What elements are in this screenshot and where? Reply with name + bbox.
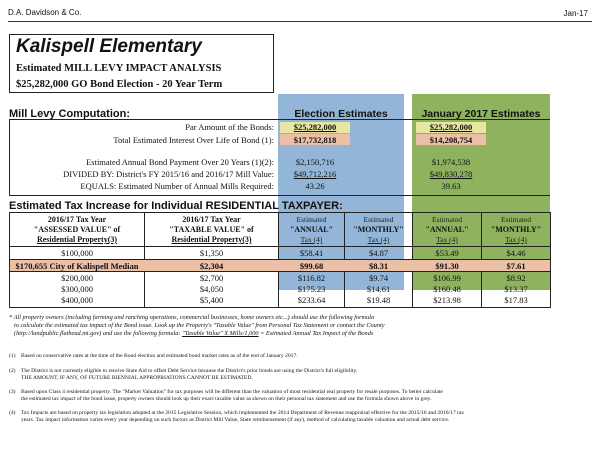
- table-cell: $53.49: [435, 248, 459, 258]
- header-line: Tax (4): [367, 235, 390, 244]
- interest-election: $17,732,818: [293, 135, 337, 145]
- tax-increase-heading: Estimated Tax Increase for Individual RESIDENTIAL TAXPAYER:: [9, 200, 343, 212]
- table-cell: $213.98: [433, 295, 461, 305]
- footnote-text: THE AMOUNT, IF ANY, OF FUTURE BIENNIAL APPROPRIATIONS CANNOT BE ESTIMATED.: [21, 375, 253, 381]
- header-line: 2016/17 Tax Year: [182, 215, 241, 224]
- header-line: "TAXABLE VALUE" of: [169, 225, 254, 234]
- table-cell: $2,700: [199, 273, 224, 283]
- mill-value-label: DIVIDED BY: District's FY 2015/16 and 2016/17 Mill Value:: [63, 169, 274, 179]
- table-cell: $160.48: [433, 284, 461, 294]
- table-cell: $233.64: [297, 295, 326, 305]
- table-cell: $4,050: [199, 284, 224, 294]
- table-cell: $8.92: [506, 273, 526, 283]
- annual-payment-label: Estimated Annual Bond Payment Over 20 Years (1)(2):: [86, 157, 274, 167]
- header-line: "ANNUAL": [289, 225, 334, 234]
- header-line: "MONTHLY": [490, 225, 542, 234]
- header-election-monthly: [345, 215, 412, 245]
- table-cell: $4.46: [506, 248, 526, 258]
- header-line: Estimated: [432, 215, 462, 224]
- table-cell: $200,000: [61, 273, 93, 283]
- header-rule: [8, 21, 592, 22]
- table-cell: $1,350: [199, 248, 224, 258]
- annual-payment-january: $1,974,538: [431, 157, 471, 167]
- table-cell: $106.99: [433, 273, 461, 283]
- table-cell: $14.61: [366, 284, 391, 294]
- school-title: Kalispell Elementary: [16, 36, 202, 57]
- table-cell: $91.30: [435, 261, 459, 271]
- footnote-text: Tax Impacts are based on property tax legislation adopted at the 2015 Legislative Session, which implemented the 2014 Department of Revenue reappraisal effective for the 2015/16 and 2016/17 tax: [21, 410, 464, 416]
- note-line: to calculate the estimated tax impact of the Bond issue. Look up the Property's "Taxable Value" from Personal Tax Statement or contact the County: [14, 322, 385, 330]
- mill-levy-heading: Mill Levy Computation:: [9, 108, 130, 120]
- footnote-number: (2): [9, 368, 16, 374]
- table-cell: $13.37: [504, 284, 528, 294]
- footnote-number: (3): [9, 389, 16, 395]
- table-cell: $7.61: [506, 261, 526, 271]
- interest-label: Total Estimated Interest Over Life of Bond (1):: [113, 135, 274, 145]
- footnote-text: Based on conservative rates at the time of the Bond election and estimated bond market rates as of the end of January 2017.: [21, 353, 298, 359]
- election-estimates-heading: Election Estimates: [294, 108, 388, 120]
- table-cell: $116.82: [297, 273, 326, 283]
- footnote-text: Based upon Class 4 residential property. The "Market Valuation" for tax purposes will be different than the valuation of most residential real property for resale purposes. To better calculate: [21, 389, 443, 395]
- footnote-text: the estimated tax impact of the bond issue, property owners should look up their exact taxable value as shown on their personal tax statement and use the formula shown above in grey.: [21, 396, 432, 402]
- table-cell: $4.87: [368, 248, 389, 258]
- table-cell: $170,655 City of Kalispell Median: [15, 261, 139, 271]
- note-part: = Estimated Annual Tax Impact of the Bonds: [260, 330, 374, 338]
- header-taxable-value: [145, 215, 278, 245]
- table-cell: $8.31: [368, 261, 389, 271]
- table-cell: $5,400: [199, 295, 224, 305]
- mills-required-election: 43.26: [305, 181, 325, 191]
- mills-required-label: EQUALS: Estimated Number of Annual Mills Required:: [80, 181, 274, 191]
- header-line: 2016/17 Tax Year: [47, 215, 107, 224]
- footnote-number: (4): [9, 410, 16, 416]
- header-january-annual: [413, 215, 481, 245]
- footnote-text: The District is not currently eligible to receive State Aid to offset Debt Service because the District's prior bonds are using the District's full eligibility.: [21, 368, 358, 374]
- table-cell: $400,000: [61, 295, 93, 305]
- footnote-1: [9, 353, 589, 360]
- table-cell: $17.83: [504, 295, 528, 305]
- table-cell: $100,000: [61, 248, 93, 258]
- note-line: * All property owners (including farming and ranching operations, commercial businesses, home owners etc...) should use the following formula: [9, 314, 375, 321]
- report-date: Jan-17: [563, 9, 588, 18]
- footnote-2: [9, 368, 589, 382]
- header-line: Tax (4): [300, 235, 323, 244]
- formula-text: "Taxable Value" X Mills/1,000: [182, 330, 259, 338]
- header-line: Estimated: [363, 215, 394, 224]
- par-amount-january: $25,282,000: [429, 122, 473, 132]
- header-line: Tax (4): [436, 235, 458, 244]
- header-line: "MONTHLY": [353, 225, 404, 234]
- par-amount-election: $25,282,000: [293, 122, 337, 132]
- title-box: [9, 34, 274, 93]
- header-assessed-value: [10, 215, 144, 245]
- header-line: "ASSESSED VALUE" of: [33, 225, 121, 234]
- header-line: Estimated: [501, 215, 531, 224]
- table-cell: $58.41: [299, 248, 324, 258]
- mills-required-january: 39.63: [441, 181, 461, 191]
- footnote-3: [9, 389, 589, 403]
- table-cell: $2,304: [199, 261, 224, 271]
- table-cell: $9.74: [368, 273, 389, 283]
- footnote-4: [9, 410, 589, 424]
- table-rule: [9, 271, 551, 272]
- header-line: Residential Property(3): [171, 235, 252, 244]
- header-line: "ANNUAL": [425, 225, 469, 234]
- mill-value-january: $49,830,278: [429, 169, 473, 179]
- header-line: Residential Property(3): [36, 235, 118, 244]
- header-line: Tax (4): [505, 235, 527, 244]
- election-subtitle: $25,282,000 GO Bond Election - 20 Year Term: [16, 79, 223, 90]
- firm-name: D.A. Davidson & Co.: [8, 8, 82, 17]
- table-rule: [9, 246, 551, 247]
- table-cell: $99.68: [299, 261, 324, 271]
- formula-note: [9, 314, 593, 339]
- note-line: [9, 330, 593, 338]
- january-estimates-heading: January 2017 Estimates: [421, 108, 541, 120]
- table-cell: $19.48: [366, 295, 391, 305]
- note-part: (http://landpublic.flathead.mt.gov) and use the following formula:: [14, 330, 181, 338]
- header-line: Estimated: [296, 215, 327, 224]
- footnote-text: years. Tax impact information varies every year depending on such factors as District Mill Value, State reimbursement (if any), method of calculating taxable valuation and actual debt service.: [21, 417, 450, 423]
- table-cell: $175.23: [297, 284, 326, 294]
- header-january-monthly: [482, 215, 550, 245]
- mill-value-election: $49,712,216: [293, 169, 337, 179]
- footnote-number: (1): [9, 353, 16, 359]
- table-cell: $300,000: [61, 284, 93, 294]
- analysis-subtitle: Estimated MILL LEVY IMPACT ANALYSIS: [16, 63, 222, 74]
- header-election-annual: [279, 215, 344, 245]
- par-amount-label: Par Amount of the Bonds:: [185, 122, 274, 132]
- annual-payment-election: $2,150,716: [295, 157, 335, 167]
- interest-january: $14,208,754: [429, 135, 473, 145]
